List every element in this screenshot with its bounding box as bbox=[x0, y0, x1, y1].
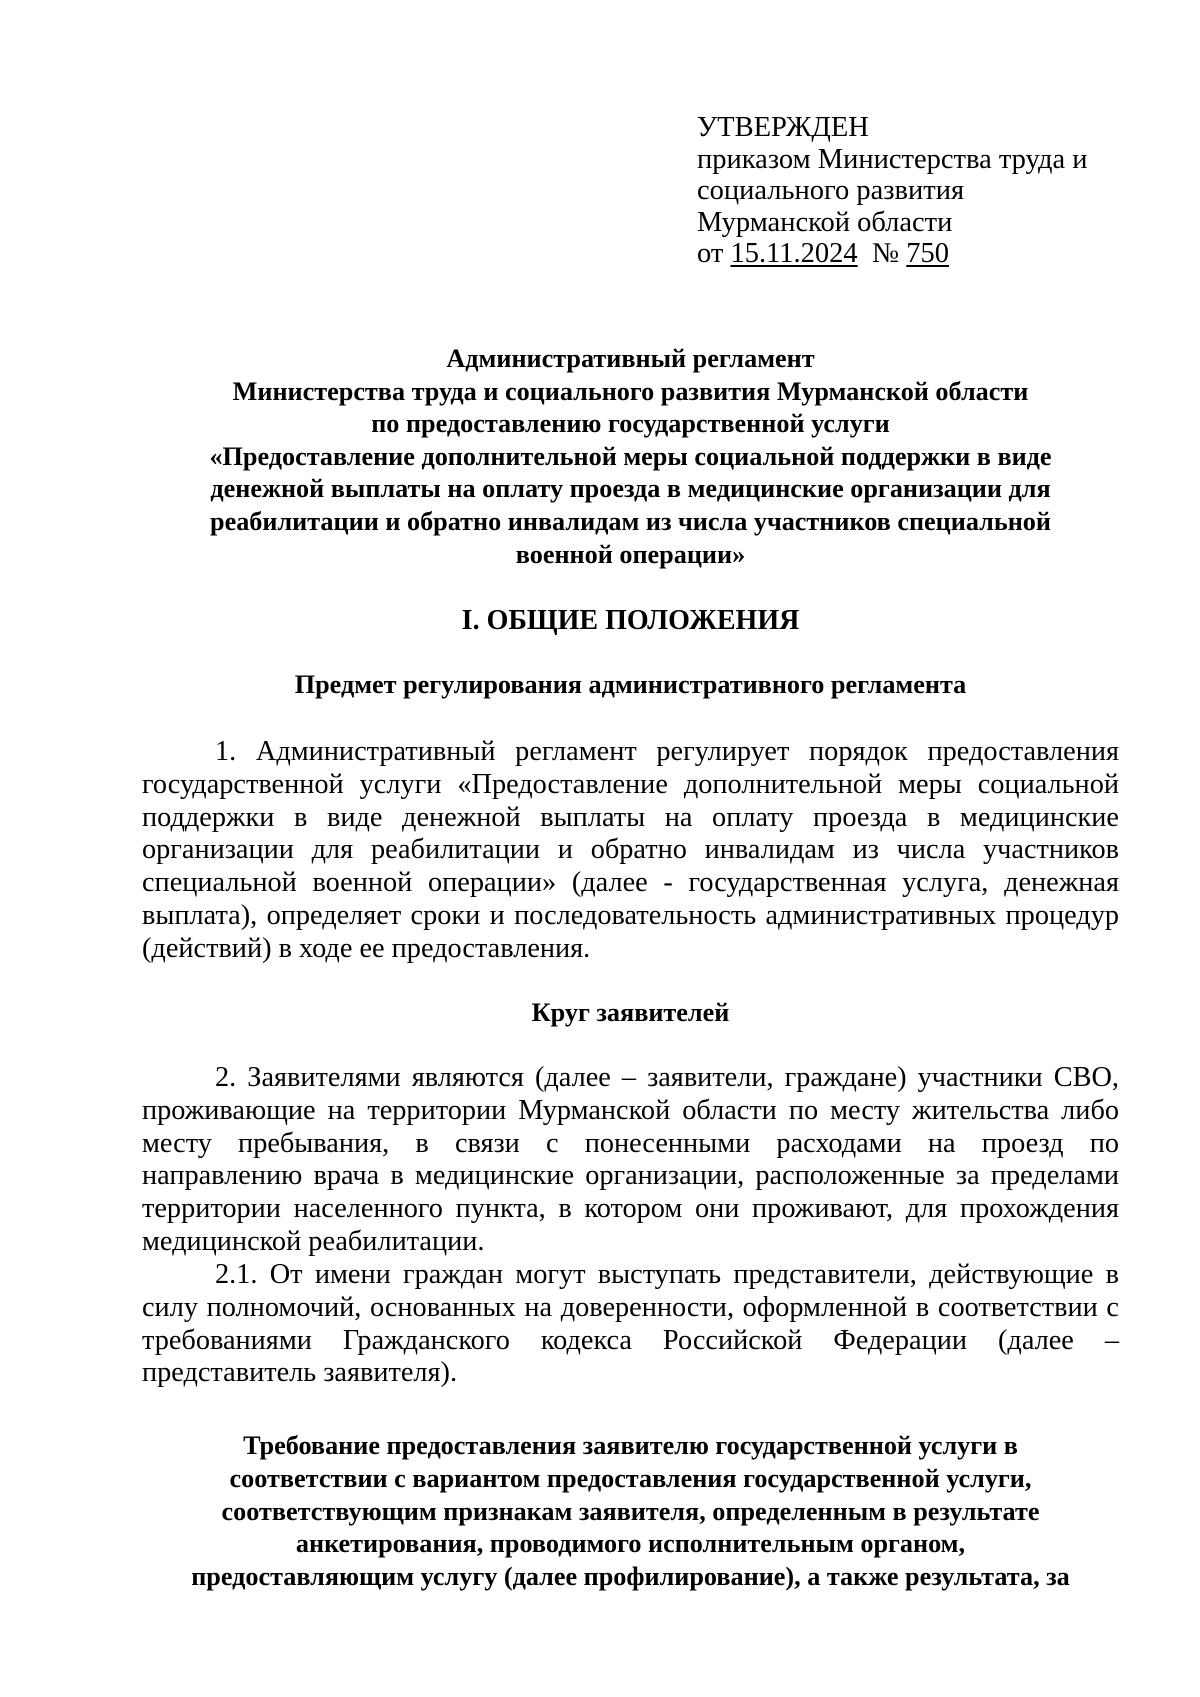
approval-region-line: Мурманской области bbox=[697, 206, 953, 238]
paragraph-line: (действий) в ходе ее предоставления. bbox=[142, 932, 591, 964]
paragraph-line: силу полномочий, основанных на доверенности, оформленной в соответствии с bbox=[142, 1291, 1119, 1323]
approval-ministry-line: социального развития bbox=[697, 175, 965, 206]
heading-line: соответствии с вариантом предоставления государственной услуги, bbox=[229, 1463, 1032, 1493]
paragraph-line: месту пребывания, в связи с понесенными расходами на проезд по bbox=[142, 1127, 1119, 1159]
approval-number-prefix: № bbox=[871, 238, 907, 269]
paragraph-2 bbox=[142, 1062, 1119, 1259]
paragraph-1 bbox=[142, 736, 1119, 966]
paragraph-line: требованиями Гражданского кодекса Российской Федерации (далее – bbox=[142, 1324, 1119, 1356]
approval-status: УТВЕРЖДЕН bbox=[697, 112, 869, 143]
approval-order-line: приказом Министерства труда и bbox=[697, 143, 1088, 175]
paragraph-line: 2.1. От имени граждан могут выступать представители, действующие в bbox=[215, 1259, 1119, 1290]
paragraph-line: поддержки в виде денежной выплаты на оплату проезда в медицинские bbox=[142, 801, 1119, 833]
paragraph-line: выплата), определяет сроки и последовательность административных процедур bbox=[142, 899, 1119, 931]
paragraph-line: проживающие на территории Мурманской области по месту жительства либо bbox=[142, 1094, 1119, 1126]
title-line: военной операции» bbox=[515, 539, 746, 569]
paragraph-line: 1. Административный регламент регулирует порядок предоставления bbox=[215, 736, 1119, 767]
title-line: денежной выплаты на оплату проезда в медицинские организации для bbox=[210, 474, 1051, 504]
approval-date-number bbox=[697, 238, 1088, 270]
heading-line: Требование предоставления заявителю государственной услуги в bbox=[243, 1431, 1018, 1460]
paragraph-2-1 bbox=[142, 1259, 1119, 1390]
heading-line: соответствующим признакам заявителя, определенным в результате bbox=[221, 1496, 1040, 1526]
paragraph-line: территории населенного пункта, в котором они проживают, для прохождения bbox=[142, 1193, 1119, 1225]
heading-line: предоставляющим услугу (далее профилирование), а также результата, за bbox=[191, 1562, 1070, 1592]
title-line: Административный регламент bbox=[446, 344, 815, 373]
title-line: Министерства труда и социального развития Мурманской области bbox=[232, 376, 1029, 406]
subheading-requirement bbox=[142, 1430, 1119, 1594]
approval-date-prefix: от bbox=[697, 238, 731, 269]
title-line: «Предоставление дополнительной меры социальной поддержки в виде bbox=[209, 441, 1052, 471]
document-title bbox=[142, 343, 1119, 571]
subheading-applicants: Круг заявителей bbox=[531, 998, 730, 1027]
paragraph-line: государственной услуги «Предоставление дополнительной меры социальной bbox=[142, 768, 1119, 800]
paragraph-line: организации для реабилитации и обратно инвалидам из числа участников bbox=[142, 834, 1119, 866]
paragraph-line: медицинской реабилитации. bbox=[142, 1225, 485, 1257]
paragraph-line: специальной военной операции» (далее - государственная услуга, денежная bbox=[142, 867, 1119, 899]
approval-number: 750 bbox=[906, 238, 949, 269]
title-line: реабилитации и обратно инвалидам из числа участников специальной bbox=[210, 506, 1051, 536]
paragraph-line: 2. Заявителями являются (далее – заявители, граждане) участники СВО, bbox=[215, 1062, 1119, 1093]
heading-line: анкетирования, проводимого исполнительным органом, bbox=[295, 1529, 966, 1559]
approval-date: 15.11.2024 bbox=[730, 238, 858, 269]
subheading-subject: Предмет регулирования административного регламента bbox=[294, 670, 967, 699]
approval-block bbox=[697, 112, 1088, 270]
section-heading: I. ОБЩИЕ ПОЛОЖЕНИЯ bbox=[461, 605, 800, 636]
paragraph-line: направлению врача в медицинские организации, расположенные за пределами bbox=[142, 1160, 1119, 1192]
paragraph-line: представитель заявителя). bbox=[142, 1357, 458, 1389]
title-line: по предоставлению государственной услуги bbox=[371, 409, 890, 439]
